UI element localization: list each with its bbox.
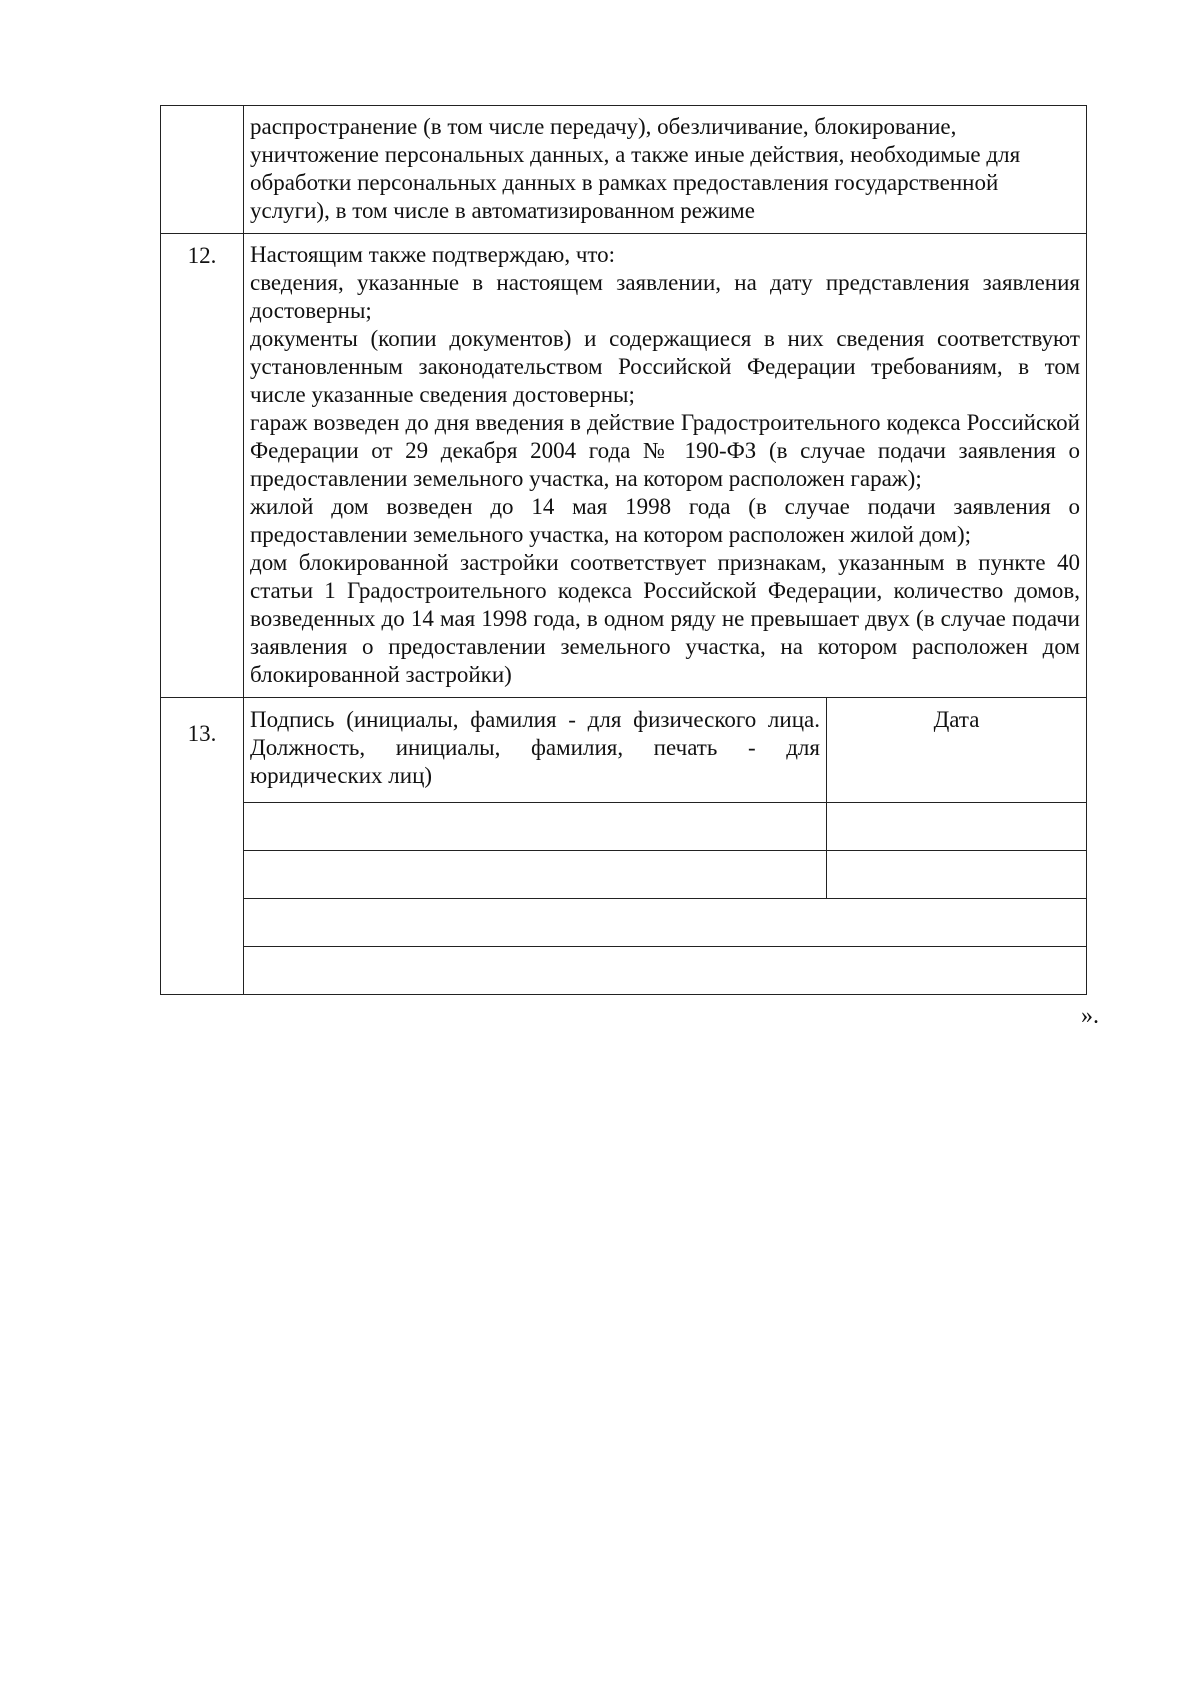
date-field[interactable]: [827, 803, 1087, 851]
signature-entry-row: [161, 803, 1087, 851]
signature-entry-row: [161, 851, 1087, 899]
row-number: 12.: [187, 243, 217, 268]
row-content-cell: [244, 106, 1087, 234]
row-number: 13.: [187, 721, 217, 746]
signature-field[interactable]: [244, 803, 827, 851]
content-line: распространение (в том числе передачу), обезличивание, блокирование,: [250, 114, 957, 139]
table-row-12: [161, 234, 1087, 698]
blank-field[interactable]: [244, 899, 1087, 947]
blank-entry-row: [161, 899, 1087, 947]
table-row-continuation: [161, 106, 1087, 234]
confirmation-text-cell: [244, 234, 1087, 698]
row-number-cell: [161, 234, 244, 698]
content-line: обработки персональных данных в рамках предоставления государственной: [250, 170, 999, 195]
content-line: уничтожение персональных данных, а также иные действия, необходимые для: [250, 142, 1021, 167]
date-header-cell: [827, 698, 1087, 803]
confirmation-item: документы (копии документов) и содержащиеся в них сведения соответствуют установленным законодательством Российской Федерации требованиям, в том числе указанные сведения достоверны;: [250, 326, 1080, 407]
blank-field[interactable]: [244, 947, 1087, 995]
row-number-cell: [161, 698, 244, 995]
confirmation-item: гараж возведен до дня введения в действие Градостроительного кодекса Российской Федерации от 29 декабря 2004 года № 190-ФЗ (в случае подачи заявления о предоставлении земельного участка, на котором расположен гараж);: [250, 410, 1080, 491]
signature-header-text: Подпись (инициалы, фамилия - для физического лица. Должность, инициалы, фамилия, печать - для юридических лиц): [250, 707, 820, 788]
row-number-cell: [161, 106, 244, 234]
table-row-13-header: [161, 698, 1087, 803]
confirmation-item: дом блокированной застройки соответствует признакам, указанным в пункте 40 статьи 1 Градостроительного кодекса Российской Федерации, количество домов, возведенных до 14 мая 1998 года, в одном ряду не превышает двух (в случае подачи заявления о предоставлении земельного участка, на котором расположен дом блокированной застройки): [250, 550, 1080, 687]
application-form-table: [160, 105, 1087, 995]
signature-header-cell: [244, 698, 827, 803]
blank-entry-row: [161, 947, 1087, 995]
confirmation-intro: Настоящим также подтверждаю, что:: [250, 242, 616, 267]
date-header-text: Дата: [933, 707, 980, 732]
date-field[interactable]: [827, 851, 1087, 899]
confirmation-item: жилой дом возведен до 14 мая 1998 года (в случае подачи заявления о предоставлении земельного участка, на котором расположен жилой дом);: [250, 494, 1080, 547]
content-line: услуги), в том числе в автоматизированном режиме: [250, 198, 755, 223]
signature-field[interactable]: [244, 851, 827, 899]
closing-quote-mark: ».: [1081, 1003, 1099, 1029]
row-number: [161, 106, 243, 114]
confirmation-item: сведения, указанные в настоящем заявлении, на дату представления заявления достоверны;: [250, 270, 1080, 323]
